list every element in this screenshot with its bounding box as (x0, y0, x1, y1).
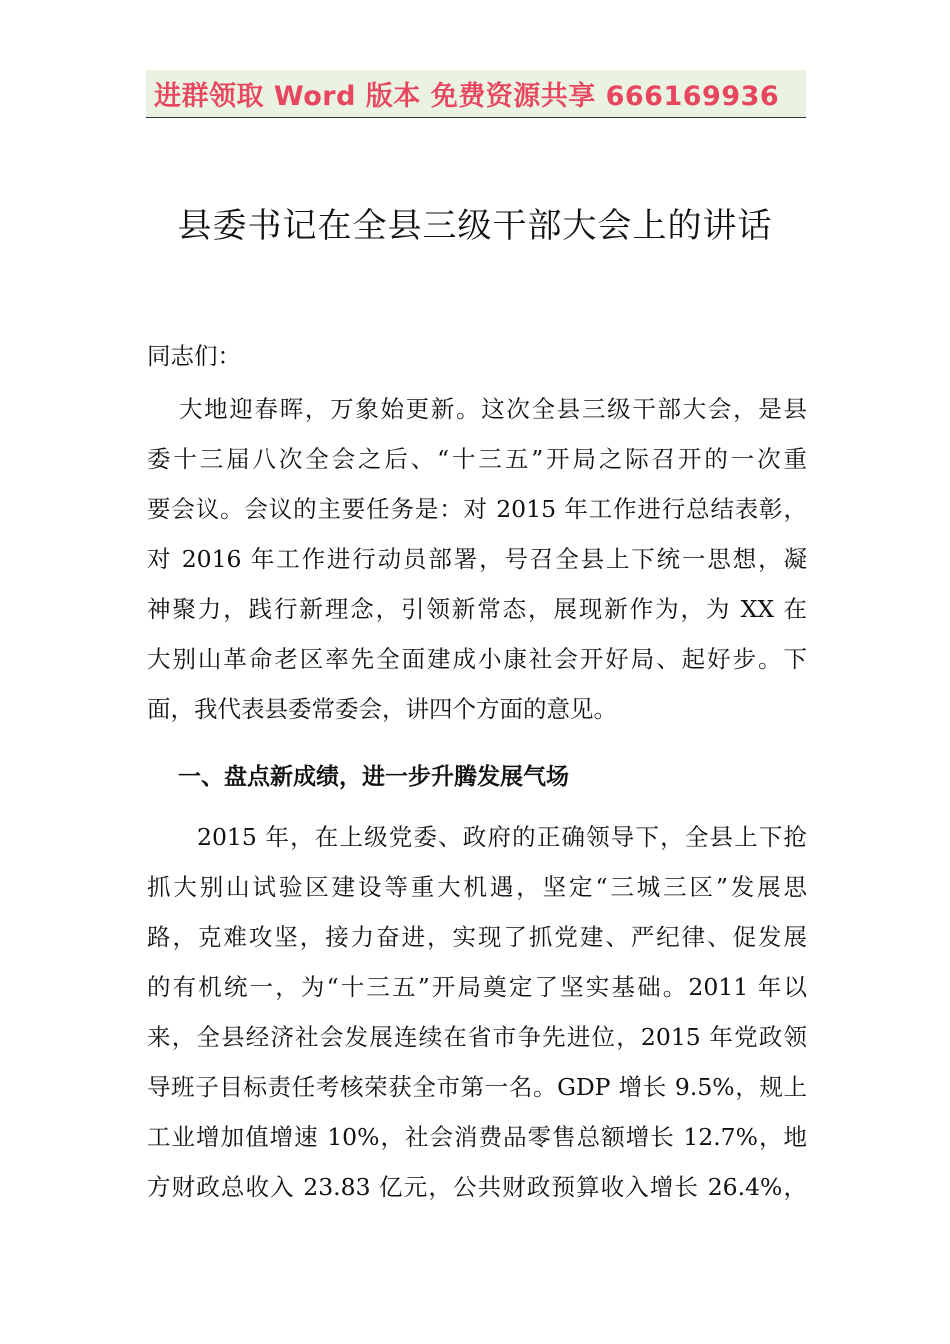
paragraph-line: 工业增加值增速 10%，社会消费品零售总额增长 12.7%，地 (147, 1123, 807, 1151)
paragraph-line: 神聚力，践行新理念，引领新常态，展现新作为，为 XX 在 (147, 595, 807, 623)
paragraph-line: 面，我代表县委常委会，讲四个方面的意见。 (147, 695, 617, 723)
document-title: 县委书记在全县三级干部大会上的讲话 (177, 206, 773, 246)
section-heading-1: 一、盘点新成绩，进一步升腾发展气场 (178, 764, 569, 790)
paragraph-line: 委十三届八次全会之后、“十三五”开局之际召开的一次重 (147, 445, 807, 473)
paragraph-line: 2015 年，在上级党委、政府的正确领导下，全县上下抢 (197, 823, 807, 851)
paragraph-line: 抓大别山试验区建设等重大机遇，坚定“三城三区”发展思 (147, 873, 807, 901)
salutation-text: 同志们： (147, 342, 241, 370)
paragraph-line: 的有机统一，为“十三五”开局奠定了坚实基础。2011 年以 (147, 973, 807, 1001)
paragraph-line: 对 2016 年工作进行动员部署，号召全县上下统一思想，凝 (147, 545, 807, 573)
paragraph-line: 要会议。会议的主要任务是：对 2015 年工作进行总结表彰， (147, 495, 807, 523)
promo-banner (146, 70, 806, 118)
paragraph-line: 导班子目标责任考核荣获全市第一名。GDP 增长 9.5%，规上 (147, 1073, 807, 1101)
paragraph-line: 大地迎春晖，万象始更新。这次全县三级干部大会，是县 (179, 395, 807, 423)
paragraph-line: 来，全县经济社会发展连续在省市争先进位，2015 年党政领 (147, 1023, 807, 1051)
promo-banner-text: 进群领取 Word 版本 免费资源共享 666169936 (154, 81, 780, 112)
paragraph-line: 路，克难攻坚，接力奋进，实现了抓党建、严纪律、促发展 (147, 923, 807, 951)
paragraph-line: 方财政总收入 23.83 亿元，公共财政预算收入增长 26.4%， (147, 1173, 807, 1201)
paragraph-line: 大别山革命老区率先全面建成小康社会开好局、起好步。下 (147, 645, 807, 673)
